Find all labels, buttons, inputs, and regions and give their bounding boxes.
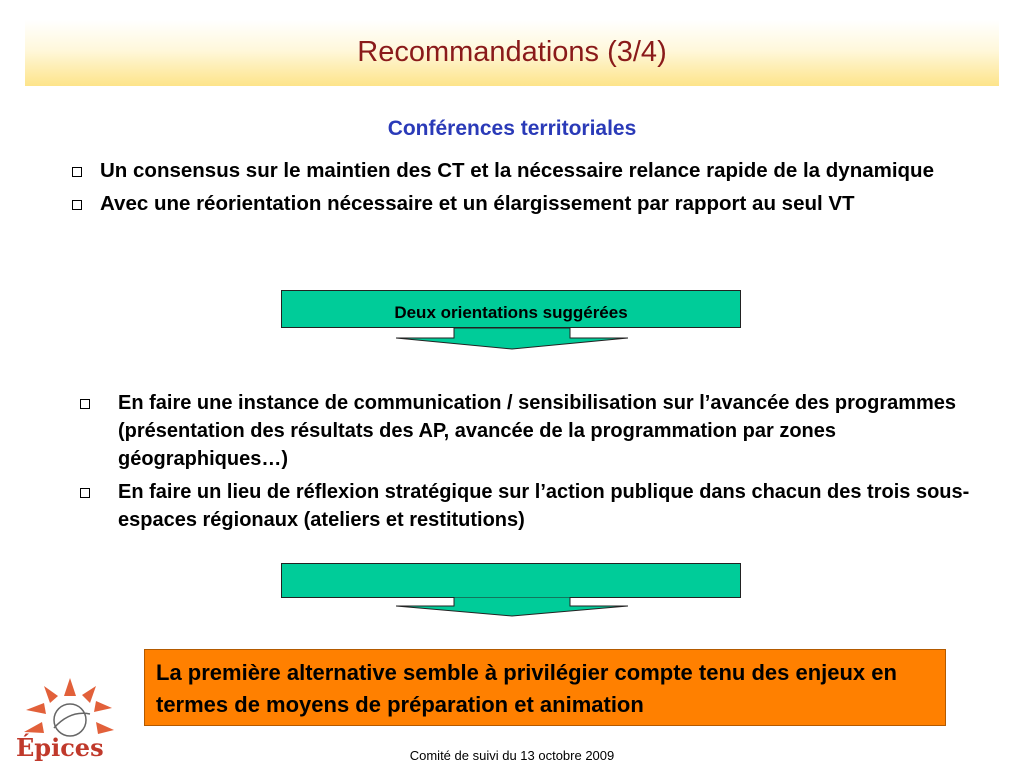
slide-title: Recommandations (3/4) bbox=[357, 36, 667, 68]
top-bullet-list bbox=[100, 157, 980, 223]
down-arrow-icon bbox=[396, 328, 628, 350]
list-item bbox=[100, 190, 980, 218]
square-bullet-icon bbox=[80, 399, 90, 409]
square-bullet-icon bbox=[72, 167, 82, 177]
empty-box bbox=[281, 563, 741, 598]
list-item bbox=[100, 157, 980, 185]
logo-text: Épices bbox=[16, 733, 104, 762]
orientations-box bbox=[281, 290, 741, 328]
section-subtitle: Conférences territoriales bbox=[387, 117, 637, 140]
down-arrow-icon bbox=[396, 597, 628, 617]
bottom-bullet-list bbox=[118, 389, 988, 539]
orientations-label: Deux orientations suggérées bbox=[394, 303, 628, 322]
list-item bbox=[118, 389, 988, 473]
bullet-text: Avec une réorientation nécessaire et un élargissement par rapport au seul VT bbox=[100, 192, 855, 215]
conclusion-text: La première alternative semble à privilégier compte tenu des enjeux en termes de moyens de préparation et animation bbox=[156, 660, 897, 717]
list-item bbox=[118, 478, 988, 534]
footer-text: Comité de suivi du 13 octobre 2009 bbox=[409, 748, 615, 763]
title-bar bbox=[25, 20, 999, 86]
bullet-text: Un consensus sur le maintien des CT et la nécessaire relance rapide de la dynamique bbox=[100, 159, 934, 182]
square-bullet-icon bbox=[72, 200, 82, 210]
bullet-text: En faire un lieu de réflexion stratégique sur l’action publique dans chacun des trois sous-espaces régionaux (ateliers et restitutions) bbox=[118, 481, 970, 531]
square-bullet-icon bbox=[80, 488, 90, 498]
bullet-text: En faire une instance de communication / sensibilisation sur l’avancée des programmes (présentation des résultats des AP, avancée de la programmation par zones géographiques…) bbox=[118, 392, 957, 470]
